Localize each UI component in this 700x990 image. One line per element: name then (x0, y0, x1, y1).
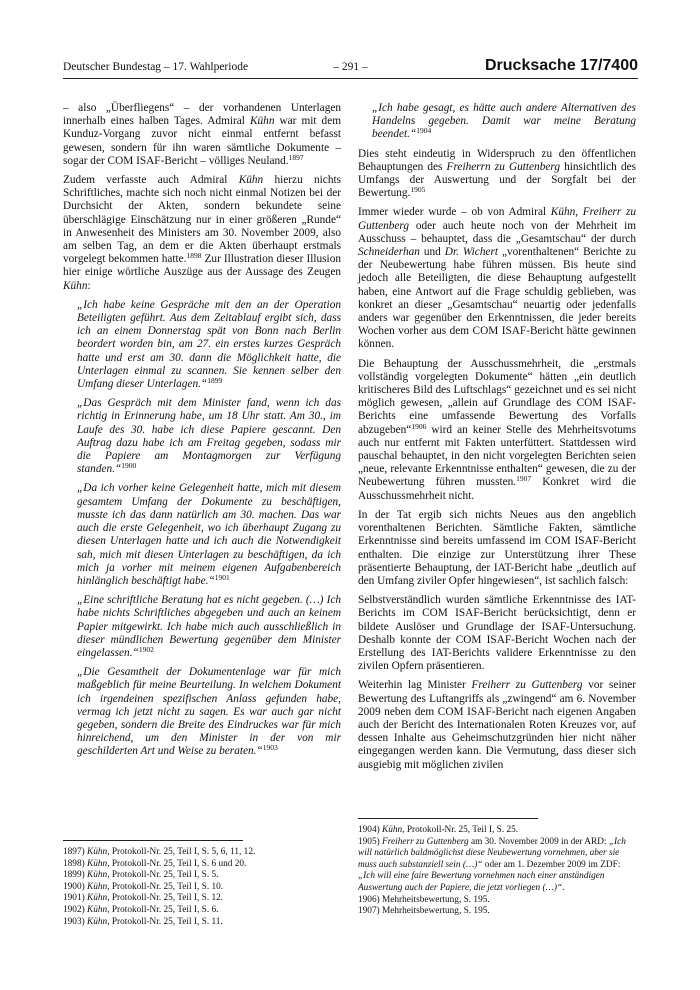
paragraph-2: Zudem verfasste auch Admiral Kühn hierzu nichts Schriftliches, machte sich noch nicht einmal Notizen bei der Durchsicht der Akten, sondern bekundete seine überschlägige Einschätzung nur in einer größeren „Runde“ in Anwesenheit des Ministers am 30. November 2009, also am selben Tag, an dem er die Akten überhaupt erstmals vorgelegt bekommen hatte.$^{1898}$ Zur Illustration dieser Illusion hier einige wörtliche Auszüge aus der Aussage des Zeugen Kühn: (63, 174, 341, 292)
quote-1899: „Ich habe keine Gespräche mit den an der Operation Beteiligten geführt. Aus dem Zeitablauf ergibt sich, dass ich an einem Donnerstag spät von Bonn nach Berlin beordert worden bin, am 27. ein erstes kurzes Gespräch hatte und erst am 30. dann die Möglichkeit hatte, die Unterlagen einmal zu scannen. Sie kennen selber den Umfang dieser Unterlagen.“$^{1899}$ (77, 298, 341, 391)
left-footnote-rule (63, 840, 243, 841)
footnote-1905: 1905) Freiherr zu Guttenberg am 30. November 2009 in der ARD: „Ich will natürlich baldmöglichst diese Neubewertung vornehmen, aber sie muss auch substanziell sein (…)“ oder am 1. Dezember 2009 im ZDF: „Ich will eine faire Bewertung vornehmen nach einer anständigen Auswertung auch der Papiere, die jetzt vorliegen (…)“. (358, 836, 626, 893)
left-footnotes (63, 847, 341, 928)
header-rule (63, 78, 638, 79)
footnote-1904: 1904) Kühn, Protokoll-Nr. 25, Teil I, S. 25. (358, 825, 519, 835)
paragraph-1: – also „Überfliegens“ – der vorhandenen Unterlagen innerhalb eines halben Tages. Admiral Kühn war mit dem Kunduz-Vorgang zuvor nicht einmal entfernt befasst gewesen, sondern für ihn waren sämtliche Dokumente – sogar der COM ISAF-Bericht – völliges Neuland.$^{1897}$ (63, 102, 342, 167)
quote-1903: „Die Gesamtheit der Dokumentenlage war für mich maßgeblich für meine Beurteilung. In welchem Dokument ich irgendeinen spezifischen Anlass gefunden habe, vermag ich jetzt nicht zu sagen. Es war auch gar nicht gegeben, sondern die Breite des Eindruckes war für mich hinreichend, um den Minister in der von mir geschilderten Art und Weise zu beraten.“$^{1903}$ (77, 666, 341, 758)
footnote-1902: 1902) Kühn, Protokoll-Nr. 25, Teil I, S. 6. (63, 904, 219, 915)
right-footnote-rule (358, 818, 538, 819)
footnote-1901: 1901) Kühn, Protokoll-Nr. 25, Teil I, S. 12. (63, 893, 224, 904)
footnote-1907: 1907) Mehrheitsbewertung, S. 195. (358, 906, 490, 917)
paragraph-4: Immer wieder wurde – ob von Admiral Kühn, Freiherr zu Guttenberg oder auch heute noch von der Mehrheit im Ausschuss – behauptet, dass die „Gesamtschau“ der durch Schneiderhan und Dr. Wichert „vorenthaltenen“ Berichte zu der Neubewertung habe führen müssen. Bis heute sind jedoch alle Beteiligten, die diese Behauptung aufgestellt haben, eine Antwort auf die Frage schuldig geblieben, was konkret an dieser „Gesamtschau“ neuartig oder jedenfalls anders war gegenüber den Erkenntnissen, die jeder bereits Wochen vorher aus dem COM ISAF-Bericht hätte gewinnen können. (358, 206, 636, 351)
quote-1900: „Das Gespräch mit dem Minister fand, wenn ich das richtig in Erinnerung habe, um 18 Uhr statt. Am 30., im Laufe des 30. habe ich diese Papiere gescannt. Den Auftrag dazu habe ich am Freitag gegeben, sodass mir die Papiere am Montagmorgen zur Verfügung standen.“$^{1900}$ (77, 397, 341, 476)
footnote-1906: 1906) Mehrheitsbewertung, S. 195. (358, 894, 490, 905)
quote-1901: „Da ich vorher keine Gelegenheit hatte, mich mit diesem gesamtem Umfang der Dokumente zu beschäftigen, musste ich das dann natürlich am 30. machen. Das war auch die erste Gelegenheit, wo ich überhaupt Zugang zu diesen Unterlagen hatte und ich auch die Notwendigkeit sah, mich mit diesen Unterlagen zu beschäftigen, da ich mich ja vorher mit meinem eigenen Aufgabenbereich hinlänglich beschäftigt habe.“$^{1901}$ (77, 482, 341, 587)
right-footnotes (358, 825, 636, 918)
left-column (63, 102, 341, 765)
footnote-1899: 1899) Kühn, Protokoll-Nr. 25, Teil I, S. 5. (63, 870, 219, 881)
paragraph-6: In der Tat ergib sich nichts Neues aus den angeblich vorenthaltenen Berichten. Sämtliche Fakten, sämtliche Erkenntnisse sind bereits umfassend im COM ISAF-Bericht enthalten. Die einzige zur Unterstützung ihrer These präsentierte Behauptung, der IAT-Bericht habe „deutlich auf den Umfang ziviler Opfer hingewiesen“, ist sachlich falsch: (358, 508, 636, 587)
footnote-1898: 1898) Kühn, Protokoll-Nr. 25, Teil I, S. 6 und 20. (63, 858, 247, 869)
footnote-1903: 1903) Kühn, Protokoll-Nr. 25, Teil I, S. 11. (63, 916, 223, 927)
document-number (485, 57, 638, 75)
quote-1902: „Eine schriftliche Beratung hat es nicht gegeben. (…) Ich habe nichts Schriftliches abgegeben und auch an keinem Papier mitgewirkt. Ich habe mich auch ausschließlich in dieser mündlichen Bewertung gegenüber dem Minister eingelassen.“$^{1902}$ (77, 594, 341, 659)
header-left: Deutscher Bundestag – 17. Wahlperiode (63, 61, 249, 73)
paragraph-7: Selbstverständlich wurden sämtliche Erkenntnisse des IAT-Berichts im COM ISAF-Bericht berücksichtigt, denn er bildete Auslöser und Grundlage der ISAF-Untersuchung. Deshalb konnte der COM ISAF-Bericht Wochen nach der Erstellung des IAT-Berichts validere Erkenntnisse zu den zivilen Opfern präsentieren. (358, 594, 636, 673)
page-number: – 291 – (333, 61, 368, 73)
paragraph-8: Weiterhin lag Minister Freiherr zu Guttenberg vor seiner Bewertung des Luftangriffs als „zwingend“ am 6. November 2009 neben dem COM ISAF-Bericht nach eigenen Angaben auch der Bericht des Internationalen Roten Kreuzes vor, auf dessen Inhalte aus Geheimschutzgründen hier nicht näher eingegangen werden kann. Die Vermutung, dass dieser sich ausgiebig mit möglichen zivilen (358, 679, 637, 771)
paragraph-3: Dies steht eindeutig in Widerspruch zu den öffentlichen Behauptungen des Freiherrn zu Guttenberg hinsichtlich des Umfangs der Auswertung und der Sorgfalt bei der Bewertung.$^{1905}$ (358, 147, 636, 200)
footnote-1900: 1900) Kühn, Protokoll-Nr. 25, Teil I, S. 10. (63, 881, 224, 892)
footnote-1897: 1897) Kühn, Protokoll-Nr. 25, Teil I, S. 5, 6, 11, 12. (63, 847, 256, 857)
page-header (63, 57, 638, 77)
quote-1904: „Ich habe gesagt, es hätte auch andere Alternativen des Handelns gegeben. Damit war meine Beratung beendet.“$^{1904}$ (372, 102, 636, 141)
paragraph-5: Die Behauptung der Ausschussmehrheit, die „erstmals vollständig vorgelegten Dokumente“ hätten „ein deutlich kritischeres Bild des Luftschlags“ gezeichnet und es sei nicht möglich gewesen, „allein auf Grundlage des COM ISAF-Berichts eine umfassende Bewertung des Vorfalls abzugeben“$^{1906}$ wird an keiner Stelle des Mehrheitsvotums auch nur entfernt mit Fakten unterfüttert. Stattdessen wird pauschal behauptet, in den nicht vorgelegten Berichten seien „neue, relevante Erkenntnisse enthalten“ gewesen, die zu der Neubewertung führen mussten.$^{1907}$ Konkret wird die Ausschussmehrheit nicht. (358, 357, 636, 502)
document-label: Drucksache 17/ (485, 57, 603, 74)
right-column (358, 102, 636, 778)
document-number-value: 7400 (602, 57, 638, 74)
